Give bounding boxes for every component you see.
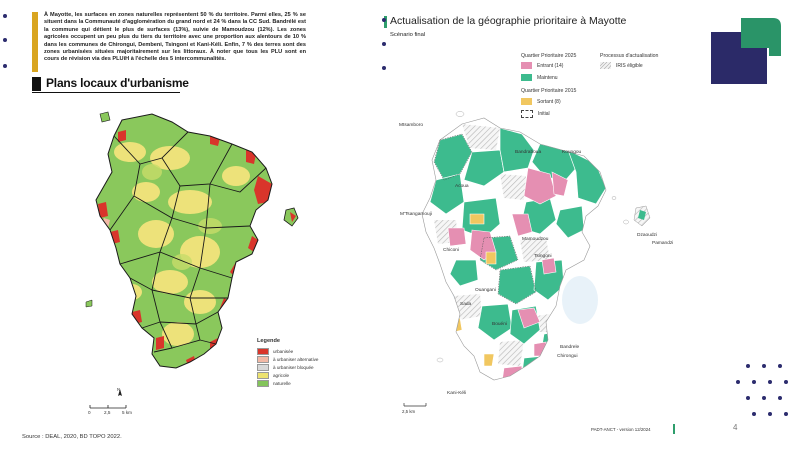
place-sada: Sada	[460, 302, 472, 307]
plu-legend-title: Legende	[257, 338, 281, 344]
legend-label: urbanisée	[273, 349, 294, 354]
place-mamoudzou: Mamoudzou	[522, 237, 549, 242]
plu-legend-item-naturelle	[257, 380, 291, 387]
place-mtsamboro: Mtsamboro	[399, 123, 423, 128]
legend-swatch	[257, 348, 269, 355]
place-chirongui: Chirongui	[557, 354, 578, 359]
place-chiconi: Chiconi	[443, 248, 459, 253]
legend-swatch	[521, 98, 532, 105]
place-boueni: Bouéni	[492, 322, 507, 327]
anct-logo	[711, 18, 781, 92]
plu-scale-bar	[82, 386, 142, 420]
legend-label: Entrant (14)	[537, 62, 564, 69]
legend-swatch	[257, 380, 269, 387]
place-bandrele: Bandrele	[560, 345, 580, 350]
legend-item-entrant	[521, 62, 563, 69]
legend-item-sortant	[521, 98, 561, 105]
place-tsingoni: Tsingoni	[534, 254, 552, 259]
place-dzaoudzi: Dzaoudzi	[637, 233, 657, 238]
legend-label: naturelle	[273, 381, 291, 386]
qp-scale-label: 2,5 km	[402, 409, 416, 414]
source-note: Source : DEAL, 2020, BD TOPO 2022.	[22, 434, 122, 440]
plu-zoning-map	[60, 92, 310, 392]
map-subtitle: Scénario final	[390, 32, 426, 38]
legend-hatch-swatch	[600, 62, 611, 69]
legend-label: Sortant (8)	[537, 98, 561, 105]
legend-swatch	[257, 372, 269, 379]
legend-label: à urbaniser bloquée	[273, 365, 314, 370]
legend-qp2025-title: Quartier Prioritaire 2025	[521, 53, 577, 59]
legend-label: IRIS éligible	[616, 62, 643, 69]
place-koungou: Koungou	[562, 150, 582, 155]
place-mtsangamouji: M'Tsangamouji	[400, 212, 432, 217]
intro-paragraph: À Mayotte, les surfaces en zones naturelles représentent 50 % du territoire. Parmi elles, 25 % se situent dans la Communauté d'agglomération du grand nord et 24 % dans la CC Sud. Bandrélé est la commune qui détient le plus de surfaces (13%), suivie de Mamoudzou (12%). Les zones agricoles occupent un peu plus du tiers du territoire avec une proportion aux alentours de 10 % dans les communes de Chirongui, Dembeni, Tsingoni et Kani-Kéli. Enfin, 7 % des terres sont des zones urbanisées situées majoritairement sur les littoraux. À noter que tous les PLU sont en cours de révision via des PLUiH à l'échelle des 5 intercommunalités.	[44, 12, 306, 63]
footer-accent-bar	[673, 424, 675, 434]
legend-qp2015-title: Quartier Prioritaire 2015	[521, 88, 577, 94]
legend-process-title: Processus d'actualisation	[600, 53, 659, 59]
scale-tick-0: 0	[88, 410, 91, 415]
legend-label: à urbaniser alternative	[273, 357, 319, 362]
scale-tick-2: 5 km	[122, 410, 132, 415]
plu-legend-item-agricole	[257, 372, 289, 379]
legend-label: Initial	[538, 111, 550, 117]
plu-legend-item-urbanisee	[257, 348, 293, 355]
legend-swatch	[521, 74, 532, 81]
legend-swatch	[257, 356, 269, 363]
qp-priority-map	[400, 110, 700, 410]
place-pamandzi: Pamandzi	[652, 241, 674, 246]
place-kanikeli: Kani-Kéli	[447, 391, 467, 396]
place-ouangani: Ouangani	[475, 288, 496, 293]
place-acoua: Acoua	[455, 184, 469, 189]
page-number: 4	[733, 423, 738, 432]
north-label: N	[117, 387, 121, 392]
legend-swatch	[257, 364, 269, 371]
map-title: Actualisation de la géographie prioritaire à Mayotte	[390, 15, 627, 27]
intro-accent-bar	[32, 12, 38, 72]
legend-swatch	[521, 62, 532, 69]
legend-label: agricole	[273, 373, 290, 378]
legend-item-maintenu	[521, 74, 558, 81]
legend-item-iris	[600, 62, 643, 69]
footer-note: PADT-ANCT - version 12/2024	[591, 427, 651, 432]
section-marker	[32, 77, 41, 91]
plu-legend-item-a-urbaniser-alternative	[257, 356, 318, 363]
section-title: Plans locaux d'urbanisme	[46, 76, 189, 90]
place-bandraboua: Bandraboua	[515, 150, 542, 155]
legend-label: Maintenu	[537, 74, 558, 81]
scale-tick-1: 2,5	[104, 410, 111, 415]
plu-legend-item-a-urbaniser-bloquee	[257, 364, 314, 371]
